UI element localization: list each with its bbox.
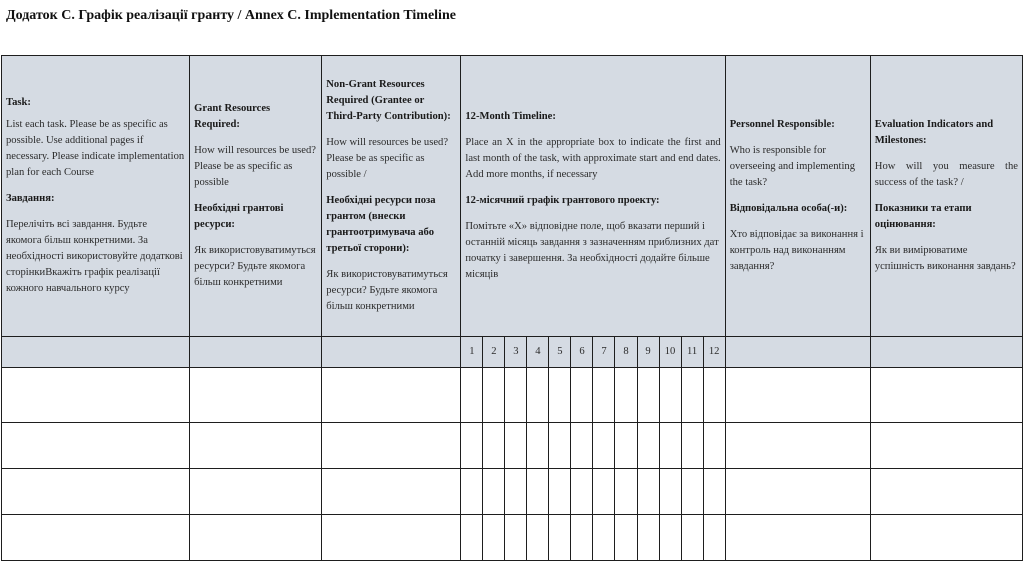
non-grant-label-uk: Необхідні ресурси поза грантом (внески грантоотримувача або третьої сторони): [326,195,436,254]
personnel-desc-uk: Хто відповідає за виконання і контроль над виконанням завдання? [729,229,864,272]
month-checkbox-cell[interactable] [461,469,483,515]
task-input-cell[interactable] [2,469,190,515]
month-checkbox-cell[interactable] [527,423,549,469]
month-3-cell: 3 [505,337,527,368]
month-checkbox-cell[interactable] [615,469,637,515]
task-label-uk: Завдання: [6,193,55,204]
month-checkbox-cell[interactable] [483,469,505,515]
month-8-cell: 8 [615,337,637,368]
evaluation-input-cell[interactable] [870,368,1022,423]
month-checkbox-cell[interactable] [703,469,725,515]
personnel-input-cell[interactable] [725,515,870,561]
month-checkbox-cell[interactable] [615,423,637,469]
grant-header-cell [190,56,322,337]
month-6-cell: 6 [571,337,593,368]
evaluation-desc-en: How will you measure the success of the task? / [874,161,1018,188]
grant-input-cell[interactable] [190,423,322,469]
month-checkbox-cell[interactable] [681,368,703,423]
month-checkbox-cell[interactable] [571,469,593,515]
month-checkbox-cell[interactable] [571,423,593,469]
task-header-cell [2,56,190,337]
personnel-input-cell[interactable] [725,423,870,469]
grant-blank-cell [190,337,322,368]
personnel-label-en: Personnel Responsible: [729,119,835,130]
evaluation-input-cell[interactable] [870,515,1022,561]
month-4-cell: 4 [527,337,549,368]
table-row [2,368,1023,423]
month-number-row [2,337,1023,368]
month-checkbox-cell[interactable] [505,423,527,469]
personnel-input-cell[interactable] [725,368,870,423]
month-checkbox-cell[interactable] [637,469,659,515]
month-checkbox-cell[interactable] [571,515,593,561]
non-grant-input-cell[interactable] [322,423,461,469]
non-grant-input-cell[interactable] [322,368,461,423]
month-checkbox-cell[interactable] [659,515,681,561]
timeline-label-uk: 12-місячний графік грантового проекту: [465,195,660,206]
month-checkbox-cell[interactable] [681,423,703,469]
non-grant-input-cell[interactable] [322,515,461,561]
month-checkbox-cell[interactable] [593,469,615,515]
month-checkbox-cell[interactable] [615,515,637,561]
grant-label-en: Grant Resources Required: [194,103,271,130]
month-9-cell: 9 [637,337,659,368]
table-row [2,469,1023,515]
month-7-cell: 7 [593,337,615,368]
evaluation-blank-cell [870,337,1022,368]
month-checkbox-cell[interactable] [527,515,549,561]
month-checkbox-cell[interactable] [527,469,549,515]
timeline-desc-uk: Помітьте «Х» відповідне поле, щоб вказати перший і останній місяць завдання з зазначенням приблизних дат початку і завершення. За необхідності додайте більше місяців [465,221,719,280]
month-checkbox-cell[interactable] [681,515,703,561]
non-grant-blank-cell [322,337,461,368]
month-5-cell: 5 [549,337,571,368]
document-title: Додаток С. Графік реалізації гранту / Annex C. Implementation Timeline [6,8,456,23]
table-row [2,515,1023,561]
month-checkbox-cell[interactable] [483,515,505,561]
month-2-cell: 2 [483,337,505,368]
month-checkbox-cell[interactable] [527,368,549,423]
personnel-input-cell[interactable] [725,469,870,515]
month-checkbox-cell[interactable] [637,368,659,423]
month-10-cell: 10 [659,337,681,368]
month-11-cell: 11 [681,337,703,368]
evaluation-header-cell [870,56,1022,337]
timeline-header-cell [461,56,725,337]
month-checkbox-cell[interactable] [483,368,505,423]
month-checkbox-cell[interactable] [571,368,593,423]
month-checkbox-cell[interactable] [681,469,703,515]
month-checkbox-cell[interactable] [549,469,571,515]
month-checkbox-cell[interactable] [505,368,527,423]
non-grant-input-cell[interactable] [322,469,461,515]
non-grant-label-en: Non-Grant Resources Required (Grantee or Third-Party Contribution): [326,79,451,122]
evaluation-label-en: Evaluation Indicators and Milestones: [874,119,994,146]
month-12-cell: 12 [703,337,725,368]
month-checkbox-cell[interactable] [483,423,505,469]
non-grant-desc-uk: Як використовуватимуться ресурси? Будьте якомога більш конкретними [326,269,448,312]
month-checkbox-cell[interactable] [461,423,483,469]
month-checkbox-cell[interactable] [549,368,571,423]
month-checkbox-cell[interactable] [505,469,527,515]
table-row [2,423,1023,469]
grant-label-uk: Необхідні грантові ресурси: [194,203,284,230]
grant-input-cell[interactable] [190,515,322,561]
grant-input-cell[interactable] [190,469,322,515]
month-checkbox-cell[interactable] [549,423,571,469]
implementation-timeline-table [1,55,1023,561]
month-checkbox-cell[interactable] [549,515,571,561]
month-checkbox-cell[interactable] [637,515,659,561]
evaluation-input-cell[interactable] [870,469,1022,515]
personnel-desc-en: Who is responsible for overseeing and implementing the task? [729,145,856,188]
month-checkbox-cell[interactable] [505,515,527,561]
timeline-label-en: 12-Month Timeline: [465,111,556,122]
month-checkbox-cell[interactable] [461,515,483,561]
month-checkbox-cell[interactable] [615,368,637,423]
personnel-header-cell [725,56,870,337]
month-checkbox-cell[interactable] [703,515,725,561]
personnel-blank-cell [725,337,870,368]
evaluation-input-cell[interactable] [870,423,1022,469]
non-grant-header-cell [322,56,461,337]
personnel-label-uk: Відповідальна особа(-и): [729,203,848,214]
grant-desc-en: How will resources be used? Please be as specific as possible [194,145,316,188]
task-desc-en: List each task. Please be as specific as possible. Use additional pages if necessary. Please indicate implementation plan for each Course [6,119,185,178]
header-row [2,56,1023,337]
task-input-cell[interactable] [2,423,190,469]
timeline-desc-en: Place an X in the appropriate box to indicate the first and last month of the task, with approximate start and end dates. Add more months, if necessary [465,137,721,180]
non-grant-desc-en: How will resources be used? Please be as specific as possible / [326,137,449,180]
month-1-cell: 1 [461,337,483,368]
month-checkbox-cell[interactable] [461,368,483,423]
month-checkbox-cell[interactable] [659,423,681,469]
task-blank-cell [2,337,190,368]
month-checkbox-cell[interactable] [703,423,725,469]
task-label-en: Task: [6,97,31,108]
month-checkbox-cell[interactable] [659,469,681,515]
month-checkbox-cell[interactable] [703,368,725,423]
month-checkbox-cell[interactable] [593,423,615,469]
task-input-cell[interactable] [2,515,190,561]
month-checkbox-cell[interactable] [593,368,615,423]
month-checkbox-cell[interactable] [637,423,659,469]
month-checkbox-cell[interactable] [593,515,615,561]
task-input-cell[interactable] [2,368,190,423]
month-checkbox-cell[interactable] [659,368,681,423]
task-desc-uk: Перелічіть всі завдання. Будьте якомога більш конкретними. За необхідності використовуйте додаткові сторінкиВкажіть графік реалізації кожного навчального курсу [6,219,183,294]
evaluation-label-uk: Показники та етапи оцінювання: [874,203,972,230]
grant-input-cell[interactable] [190,368,322,423]
evaluation-desc-uk: Як ви вимірюватиме успішність виконання завдань? [874,245,1016,272]
grant-desc-uk: Як використовуватимуться ресурси? Будьте якомога більш конкретними [194,245,316,288]
